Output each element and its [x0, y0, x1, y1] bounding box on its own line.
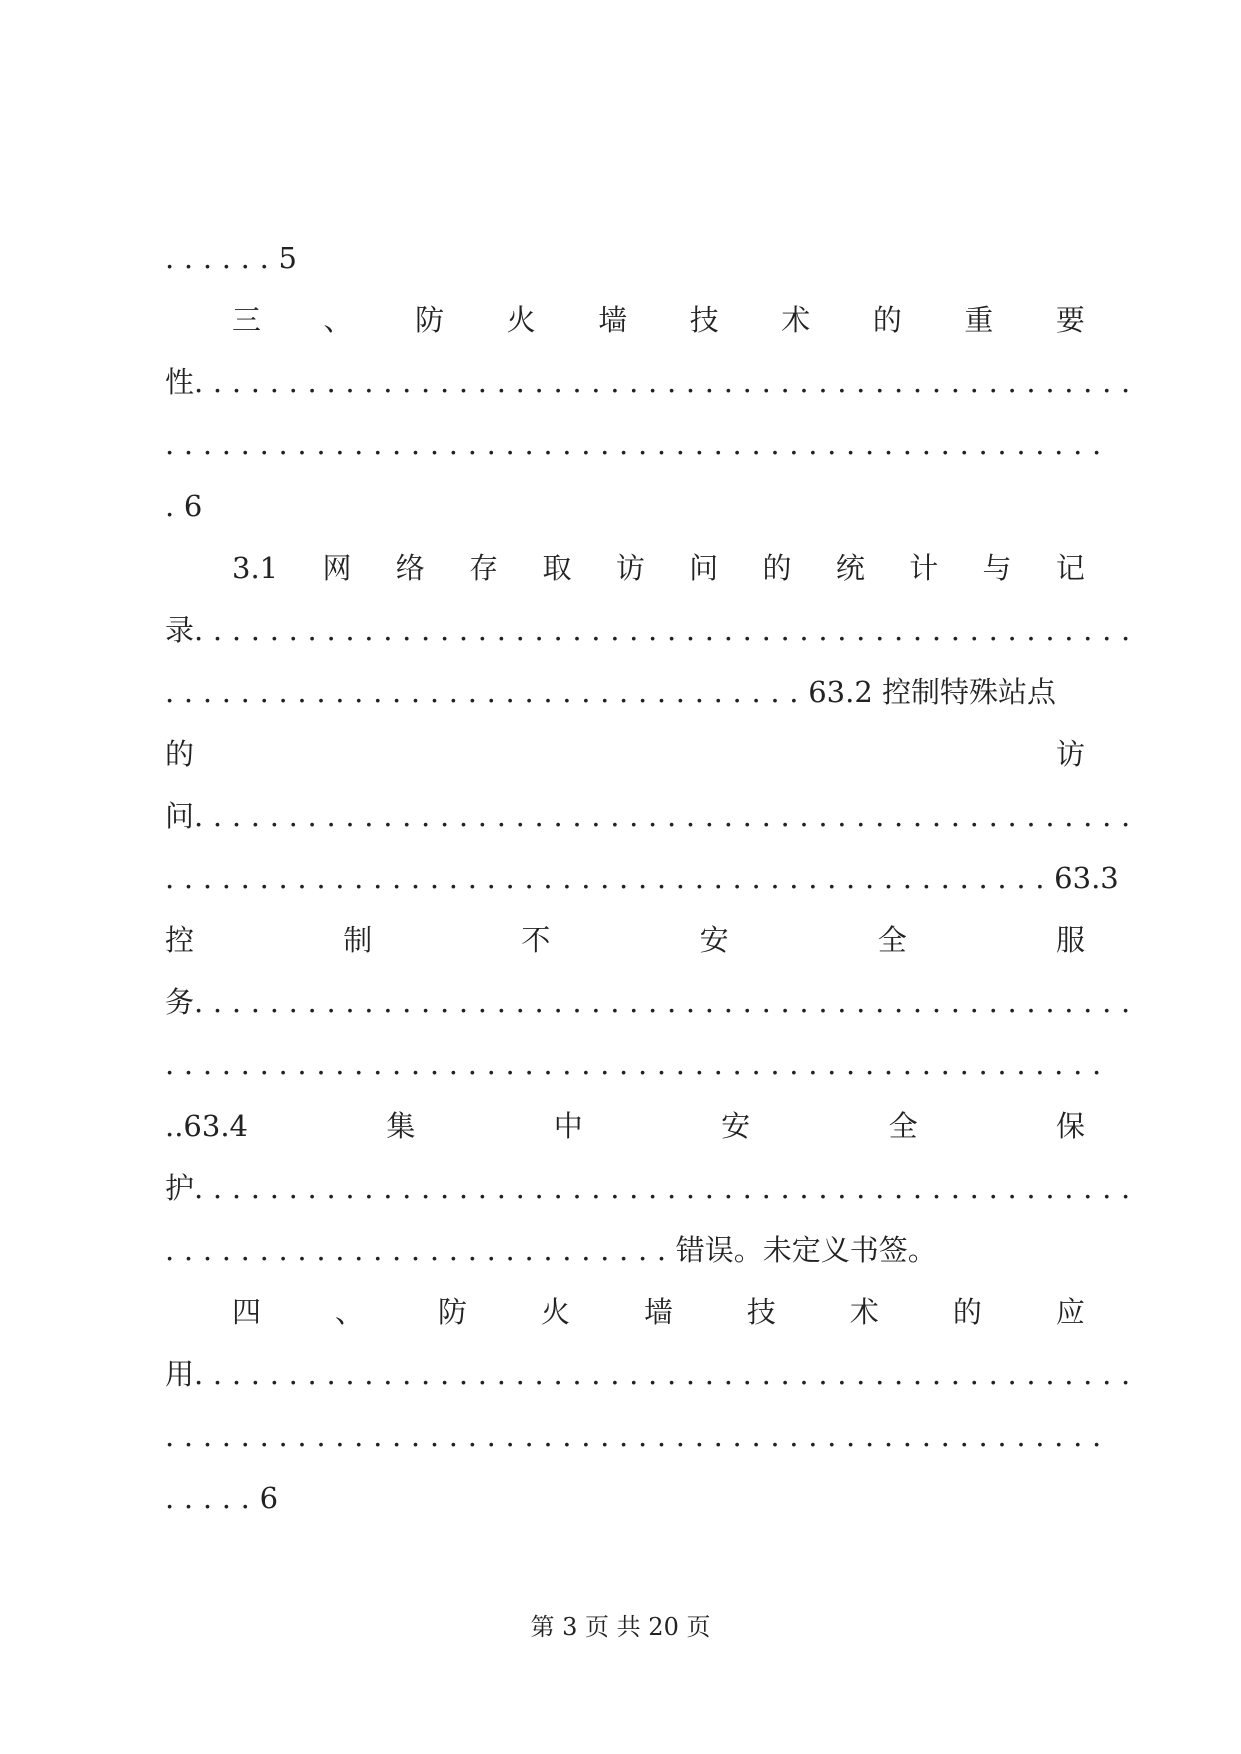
toc-char: 火 — [506, 303, 536, 337]
bookmark-error-text: 错误。未定义书签。 — [675, 1233, 937, 1267]
toc-char: 制 — [343, 923, 373, 957]
toc-char: 访 — [615, 551, 645, 585]
toc-char: 取 — [542, 551, 572, 585]
toc-char: 计 — [909, 551, 939, 585]
toc-char: 的 — [165, 737, 195, 771]
toc-char: 三 — [232, 303, 262, 337]
leader-dots: ...... — [165, 241, 279, 275]
toc-char: 四 — [232, 1295, 262, 1329]
toc-line — [165, 362, 1140, 402]
leader-dots: ............................................... — [165, 861, 1055, 895]
page-number: 5 — [278, 241, 297, 275]
toc-char: 术 — [849, 1295, 879, 1329]
leader-dots: .................................................. — [194, 985, 1140, 1019]
toc-char: 的 — [872, 303, 902, 337]
toc-char: 中 — [553, 1109, 583, 1143]
leader-dots: .................................................. — [194, 1171, 1140, 1205]
toc-char: 性 — [165, 365, 195, 399]
toc-line — [165, 1168, 1140, 1208]
toc-char: 墙 — [643, 1295, 673, 1329]
toc-char: 控 — [165, 923, 195, 957]
leader-dots: .................................................. — [165, 1419, 1111, 1453]
toc-entry-heading-3 — [232, 300, 1085, 340]
toc-line-continuation — [165, 238, 1085, 278]
toc-line — [165, 1354, 1140, 1394]
toc-char: 记 — [1055, 551, 1085, 585]
toc-char: 重 — [964, 303, 994, 337]
toc-line — [165, 982, 1140, 1022]
toc-char: 存 — [469, 551, 499, 585]
leader-dots: .................................. — [165, 675, 809, 709]
toc-char: 保 — [1055, 1109, 1085, 1143]
toc-char: 的 — [762, 551, 792, 585]
toc-char: 安 — [699, 923, 729, 957]
leader-dots: .................................................. — [194, 799, 1140, 833]
toc-char: 不 — [521, 923, 551, 957]
toc-char: 集 — [386, 1109, 416, 1143]
toc-char: 服 — [1055, 923, 1085, 957]
toc-text: ..63.4 — [165, 1109, 249, 1143]
toc-char: 访 — [1055, 737, 1085, 771]
toc-line-continuation — [165, 672, 1085, 712]
toc-char: 安 — [721, 1109, 751, 1143]
toc-char: 录 — [165, 613, 195, 647]
toc-char: 火 — [540, 1295, 570, 1329]
leader-dots: .................................................. — [194, 365, 1140, 399]
page-number: 6 — [183, 489, 203, 523]
page-number: 6 — [259, 1481, 279, 1515]
toc-char: 应 — [1055, 1295, 1085, 1329]
toc-char: 全 — [877, 923, 907, 957]
toc-char: 护 — [165, 1171, 195, 1205]
toc-text: 63.3 — [1054, 861, 1119, 895]
toc-char: 墙 — [598, 303, 628, 337]
toc-char: 术 — [781, 303, 811, 337]
leader-dots: . — [165, 489, 184, 523]
toc-char: 网 — [322, 551, 352, 585]
toc-text: 63.2 控制特殊站点 — [808, 675, 1057, 709]
toc-char: 防 — [415, 303, 445, 337]
leader-dots: .................................................. — [194, 613, 1140, 647]
toc-char: 务 — [165, 985, 195, 1019]
leader-dots: .................................................. — [194, 1357, 1140, 1391]
toc-char: 的 — [952, 1295, 982, 1329]
toc-entry-3-4 — [165, 1106, 1085, 1146]
toc-char: 统 — [835, 551, 865, 585]
toc-entry-heading-4 — [232, 1292, 1085, 1332]
toc-char: 、 — [334, 1295, 364, 1329]
toc-char: 问 — [165, 799, 195, 833]
toc-line-continuation — [165, 486, 1085, 526]
toc-line — [165, 796, 1140, 836]
toc-char: 问 — [689, 551, 719, 585]
toc-line — [165, 610, 1140, 650]
toc-char: 防 — [437, 1295, 467, 1329]
toc-char: 、 — [323, 303, 353, 337]
toc-char: 技 — [746, 1295, 776, 1329]
leader-dots: ........................... — [165, 1233, 676, 1267]
toc-char: 技 — [689, 303, 719, 337]
toc-line-continuation — [165, 1478, 1085, 1518]
toc-char: 要 — [1055, 303, 1085, 337]
toc-line — [165, 734, 1085, 774]
toc-entry-3-1 — [232, 548, 1085, 588]
page-footer: 第 3 页 共 20 页 — [530, 1613, 711, 1641]
section-number: 3.1 — [232, 551, 279, 585]
leader-dots: .................................................. — [165, 427, 1111, 461]
toc-entry-3-3 — [165, 920, 1085, 960]
leader-dots: ..... — [165, 1481, 260, 1515]
toc-line-continuation — [165, 1230, 1085, 1270]
toc-line-continuation — [165, 858, 1119, 898]
toc-char: 全 — [888, 1109, 918, 1143]
toc-char: 络 — [395, 551, 425, 585]
toc-char: 用 — [165, 1357, 195, 1391]
leader-dots: .................................................. — [165, 1047, 1111, 1081]
toc-char: 与 — [982, 551, 1012, 585]
